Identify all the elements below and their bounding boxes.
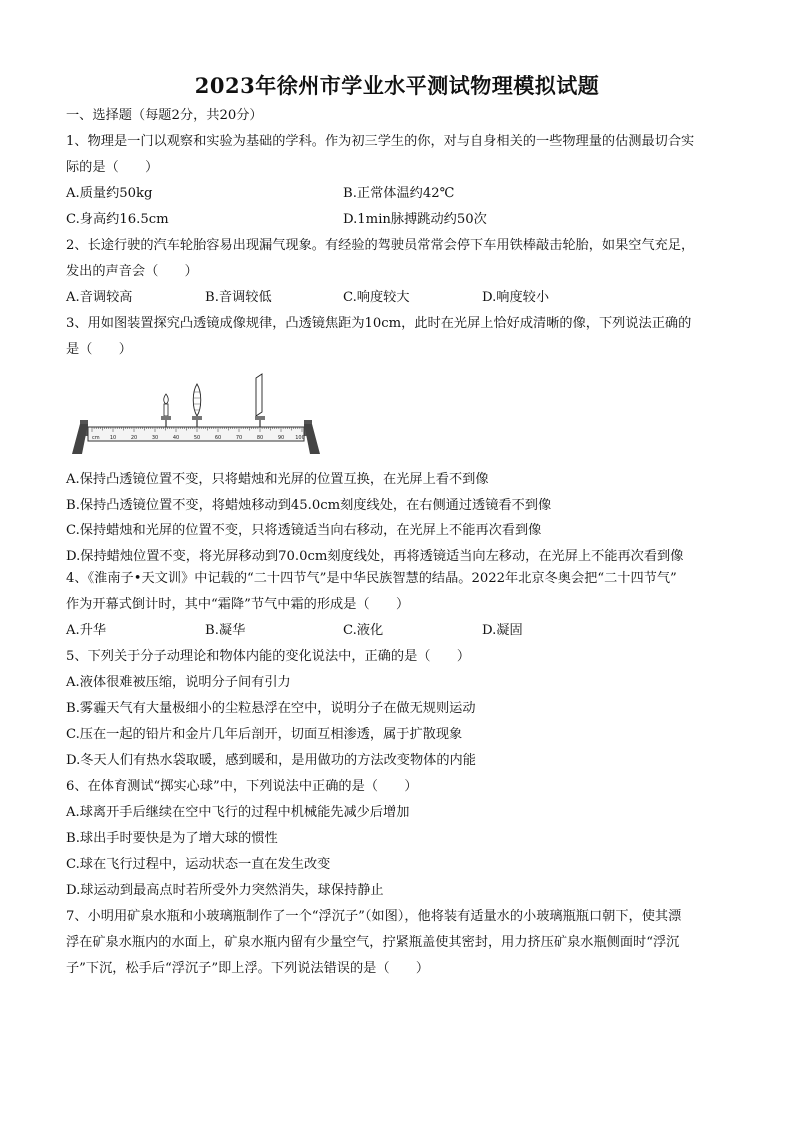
q6-option-a: A.球离开手后继续在空中飞行的过程中机械能先减少后增加 bbox=[66, 805, 410, 820]
q1-option-a: A.质量约50kg bbox=[66, 186, 153, 201]
tick-label-80: 80 bbox=[256, 435, 264, 441]
q7-line-1: 7、小明用矿泉水瓶和小玻璃瓶制作了一个“浮沉子”（如图），他将装有适量水的小玻璃瓶瓶口朝下，使其漂 bbox=[66, 909, 682, 924]
q6-option-b: B.球出手时要快是为了增大球的惯性 bbox=[66, 831, 278, 846]
q5-line-1: 5、下列关于分子动理论和物体内能的变化说法中，正确的是（ ） bbox=[66, 649, 471, 664]
q2-line-2: 发出的声音会（ ） bbox=[66, 264, 198, 279]
tick-label-100: 100 bbox=[295, 435, 305, 441]
q4-option-b: B.凝华 bbox=[205, 623, 246, 638]
tick-label-90: 90 bbox=[277, 435, 285, 441]
q7-line-3: 子”下沉，松手后“浮沉子”即上浮。下列说法错误的是（ ） bbox=[66, 961, 430, 976]
tick-label-30: 30 bbox=[151, 435, 159, 441]
q4-option-d: D.凝固 bbox=[482, 623, 523, 638]
tick-label-70: 70 bbox=[235, 435, 243, 441]
q1-line-1: 1、物理是一门以观察和实验为基础的学科。作为初三学生的你，对与自身相关的一些物理量的估测最切合实 bbox=[66, 134, 695, 149]
q2-option-c: C.响度较大 bbox=[343, 290, 410, 305]
tick-label-20: 20 bbox=[130, 435, 138, 441]
q1-option-c: C.身高约16.5cm bbox=[66, 212, 169, 227]
light-screen bbox=[255, 374, 265, 427]
tick-label-60: 60 bbox=[214, 435, 222, 441]
q1-option-d: D.1min脉搏跳动约50次 bbox=[343, 212, 487, 227]
scale-unit-label: cm bbox=[92, 435, 100, 441]
q5-option-c: C.压在一起的铅片和金片几年后剖开，切面互相渗透，属于扩散现象 bbox=[66, 727, 463, 742]
candle bbox=[161, 394, 171, 427]
tick-label-10: 10 bbox=[109, 435, 117, 441]
q6-option-c: C.球在飞行过程中，运动状态一直在发生改变 bbox=[66, 857, 331, 872]
convex-lens bbox=[192, 384, 202, 427]
tick-label-50: 50 bbox=[193, 435, 201, 441]
q1-line-2: 际的是（ ） bbox=[66, 160, 159, 175]
q5-option-a: A.液体很难被压缩，说明分子间有引力 bbox=[66, 675, 291, 690]
optical-bench-figure bbox=[66, 370, 326, 460]
q3-option-b: B.保持凸透镜位置不变，将蜡烛移动到45.0cm刻度线处，在右侧通过透镜看不到像 bbox=[66, 498, 552, 513]
bench-left-foot bbox=[72, 424, 88, 454]
section-heading: 一、选择题（每题2分，共20分） bbox=[66, 108, 263, 123]
q1-option-b: B.正常体温约42℃ bbox=[343, 186, 455, 201]
q6-line-1: 6、在体育测试“掷实心球”中，下列说法中正确的是（ ） bbox=[66, 779, 418, 794]
q2-line-1: 2、长途行驶的汽车轮胎容易出现漏气现象。有经验的驾驶员常常会停下车用铁棒敲击轮胎，如果空气充足， bbox=[66, 238, 695, 253]
q2-option-b: B.音调较低 bbox=[205, 290, 272, 305]
q5-option-b: B.雾霾天气有大量极细小的尘粒悬浮在空中，说明分子在做无规则运动 bbox=[66, 701, 476, 716]
tick-label-40: 40 bbox=[172, 435, 180, 441]
q7-line-2: 浮在矿泉水瓶内的水面上，矿泉水瓶内留有少量空气，拧紧瓶盖使其密封，用力挤压矿泉水瓶侧面时“浮沉 bbox=[66, 935, 680, 950]
q2-option-a: A.音调较高 bbox=[66, 290, 133, 305]
q5-option-d: D.冬天人们有热水袋取暖，感到暖和，是用做功的方法改变物体的内能 bbox=[66, 753, 476, 768]
q3-option-c: C.保持蜡烛和光屏的位置不变，只将透镜适当向右移动，在光屏上不能再次看到像 bbox=[66, 523, 542, 538]
bench-right-foot bbox=[304, 424, 320, 454]
q4-option-a: A.升华 bbox=[66, 623, 107, 638]
q3-option-a: A.保持凸透镜位置不变，只将蜡烛和光屏的位置互换，在光屏上看不到像 bbox=[66, 472, 489, 487]
page-title: 2023年徐州市学业水平测试物理模拟试题 bbox=[194, 73, 600, 98]
q3-option-d: D.保持蜡烛位置不变，将光屏移动到70.0cm刻度线处，再将透镜适当向左移动，在光屏上不能再次看到像 bbox=[66, 549, 684, 564]
q3-line-2: 是（ ） bbox=[66, 342, 132, 357]
q4-line-2: 作为开幕式倒计时，其中“霜降”节气中霜的形成是（ ） bbox=[66, 597, 410, 612]
q6-option-d: D.球运动到最高点时若所受外力突然消失，球保持静止 bbox=[66, 883, 384, 898]
q3-line-1: 3、用如图装置探究凸透镜成像规律，凸透镜焦距为10cm，此时在光屏上恰好成清晰的像，下列说法正确的 bbox=[66, 316, 692, 331]
q4-line-1: 4、《淮南子•天文训》中记载的“二十四节气”是中华民族智慧的结晶。2022年北京冬奥会把“二十四节气” bbox=[66, 571, 677, 586]
q2-option-d: D.响度较小 bbox=[482, 290, 550, 305]
q4-option-c: C.液化 bbox=[343, 623, 384, 638]
